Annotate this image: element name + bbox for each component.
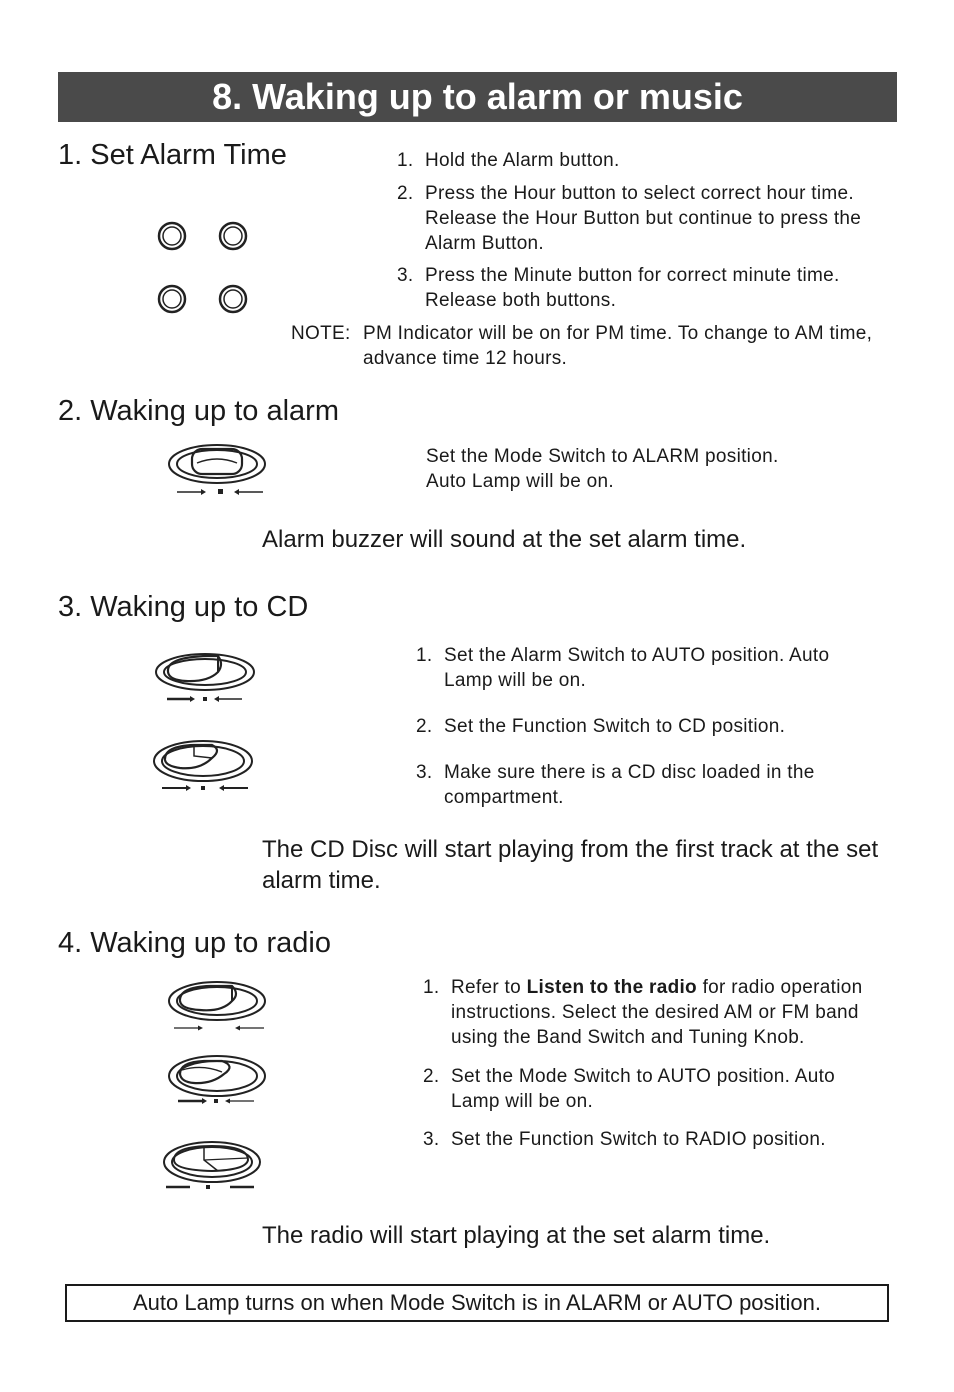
listen-to-radio-reference: Listen to the radio: [526, 977, 697, 998]
footer-note: Auto Lamp turns on when Mode Switch is in ALARM or AUTO position.: [65, 1284, 889, 1322]
section-heading-radio: 4. Waking up to radio: [58, 927, 331, 959]
list-item: 3. Set the Function Switch to RADIO position.: [423, 1129, 826, 1150]
list-item: 2. Set the Mode Switch to AUTO position. Auto Lamp will be on.: [423, 1066, 836, 1112]
list-item: 2. Set the Function Switch to CD position.: [416, 716, 786, 737]
list-item: 3. Make sure there is a CD disc loaded in the compartment.: [416, 762, 815, 808]
list-item: 2. Press the Hour button to select correct hour time. Release the Hour Button but continue to press the Alarm Button.: [397, 183, 862, 254]
alarm-switch-auto-diagram: [152, 648, 262, 708]
cd-steps: [416, 643, 866, 810]
note-text: PM Indicator will be on for PM time. To change to AM time, advance time 12 hours.: [363, 323, 873, 369]
section-heading-alarm: 2. Waking up to alarm: [58, 395, 339, 427]
radio-result: The radio will start playing at the set alarm time.: [262, 1222, 771, 1249]
list-item: 1. Hold the Alarm button.: [397, 150, 620, 171]
note: [291, 321, 891, 371]
alarm-result: Alarm buzzer will sound at the set alarm time.: [262, 526, 747, 553]
section-heading-set-alarm: 1. Set Alarm Time: [58, 139, 287, 171]
mode-switch-alarm-diagram: [165, 440, 275, 500]
alarm-instructions: Set the Mode Switch to ALARM position. Auto Lamp will be on.: [426, 446, 779, 492]
list-item: 1. Refer to Listen to the radio for radio operation instructions. Select the desired AM or FM band using the Band Switch and Tuning Knob.: [423, 977, 863, 1048]
cd-result: The CD Disc will start playing from the first track at the set alarm time.: [262, 836, 879, 894]
note-label: NOTE:: [291, 323, 351, 344]
section-heading-cd: 3. Waking up to CD: [58, 591, 309, 623]
list-item: 3. Press the Minute button for correct minute time. Release both buttons.: [397, 265, 840, 311]
mode-switch-auto-diagram: [164, 1052, 274, 1110]
list-item: 1. Set the Alarm Switch to AUTO position. Auto Lamp will be on.: [416, 645, 830, 691]
radio-steps: [423, 975, 878, 1152]
alarm-buttons-diagram: [150, 215, 260, 320]
page-title: 8. Waking up to alarm or music: [58, 72, 897, 122]
function-switch-cd-diagram: [150, 736, 260, 796]
band-switch-diagram: [164, 978, 274, 1036]
function-switch-radio-diagram: [160, 1138, 270, 1196]
set-alarm-steps: [397, 148, 867, 313]
